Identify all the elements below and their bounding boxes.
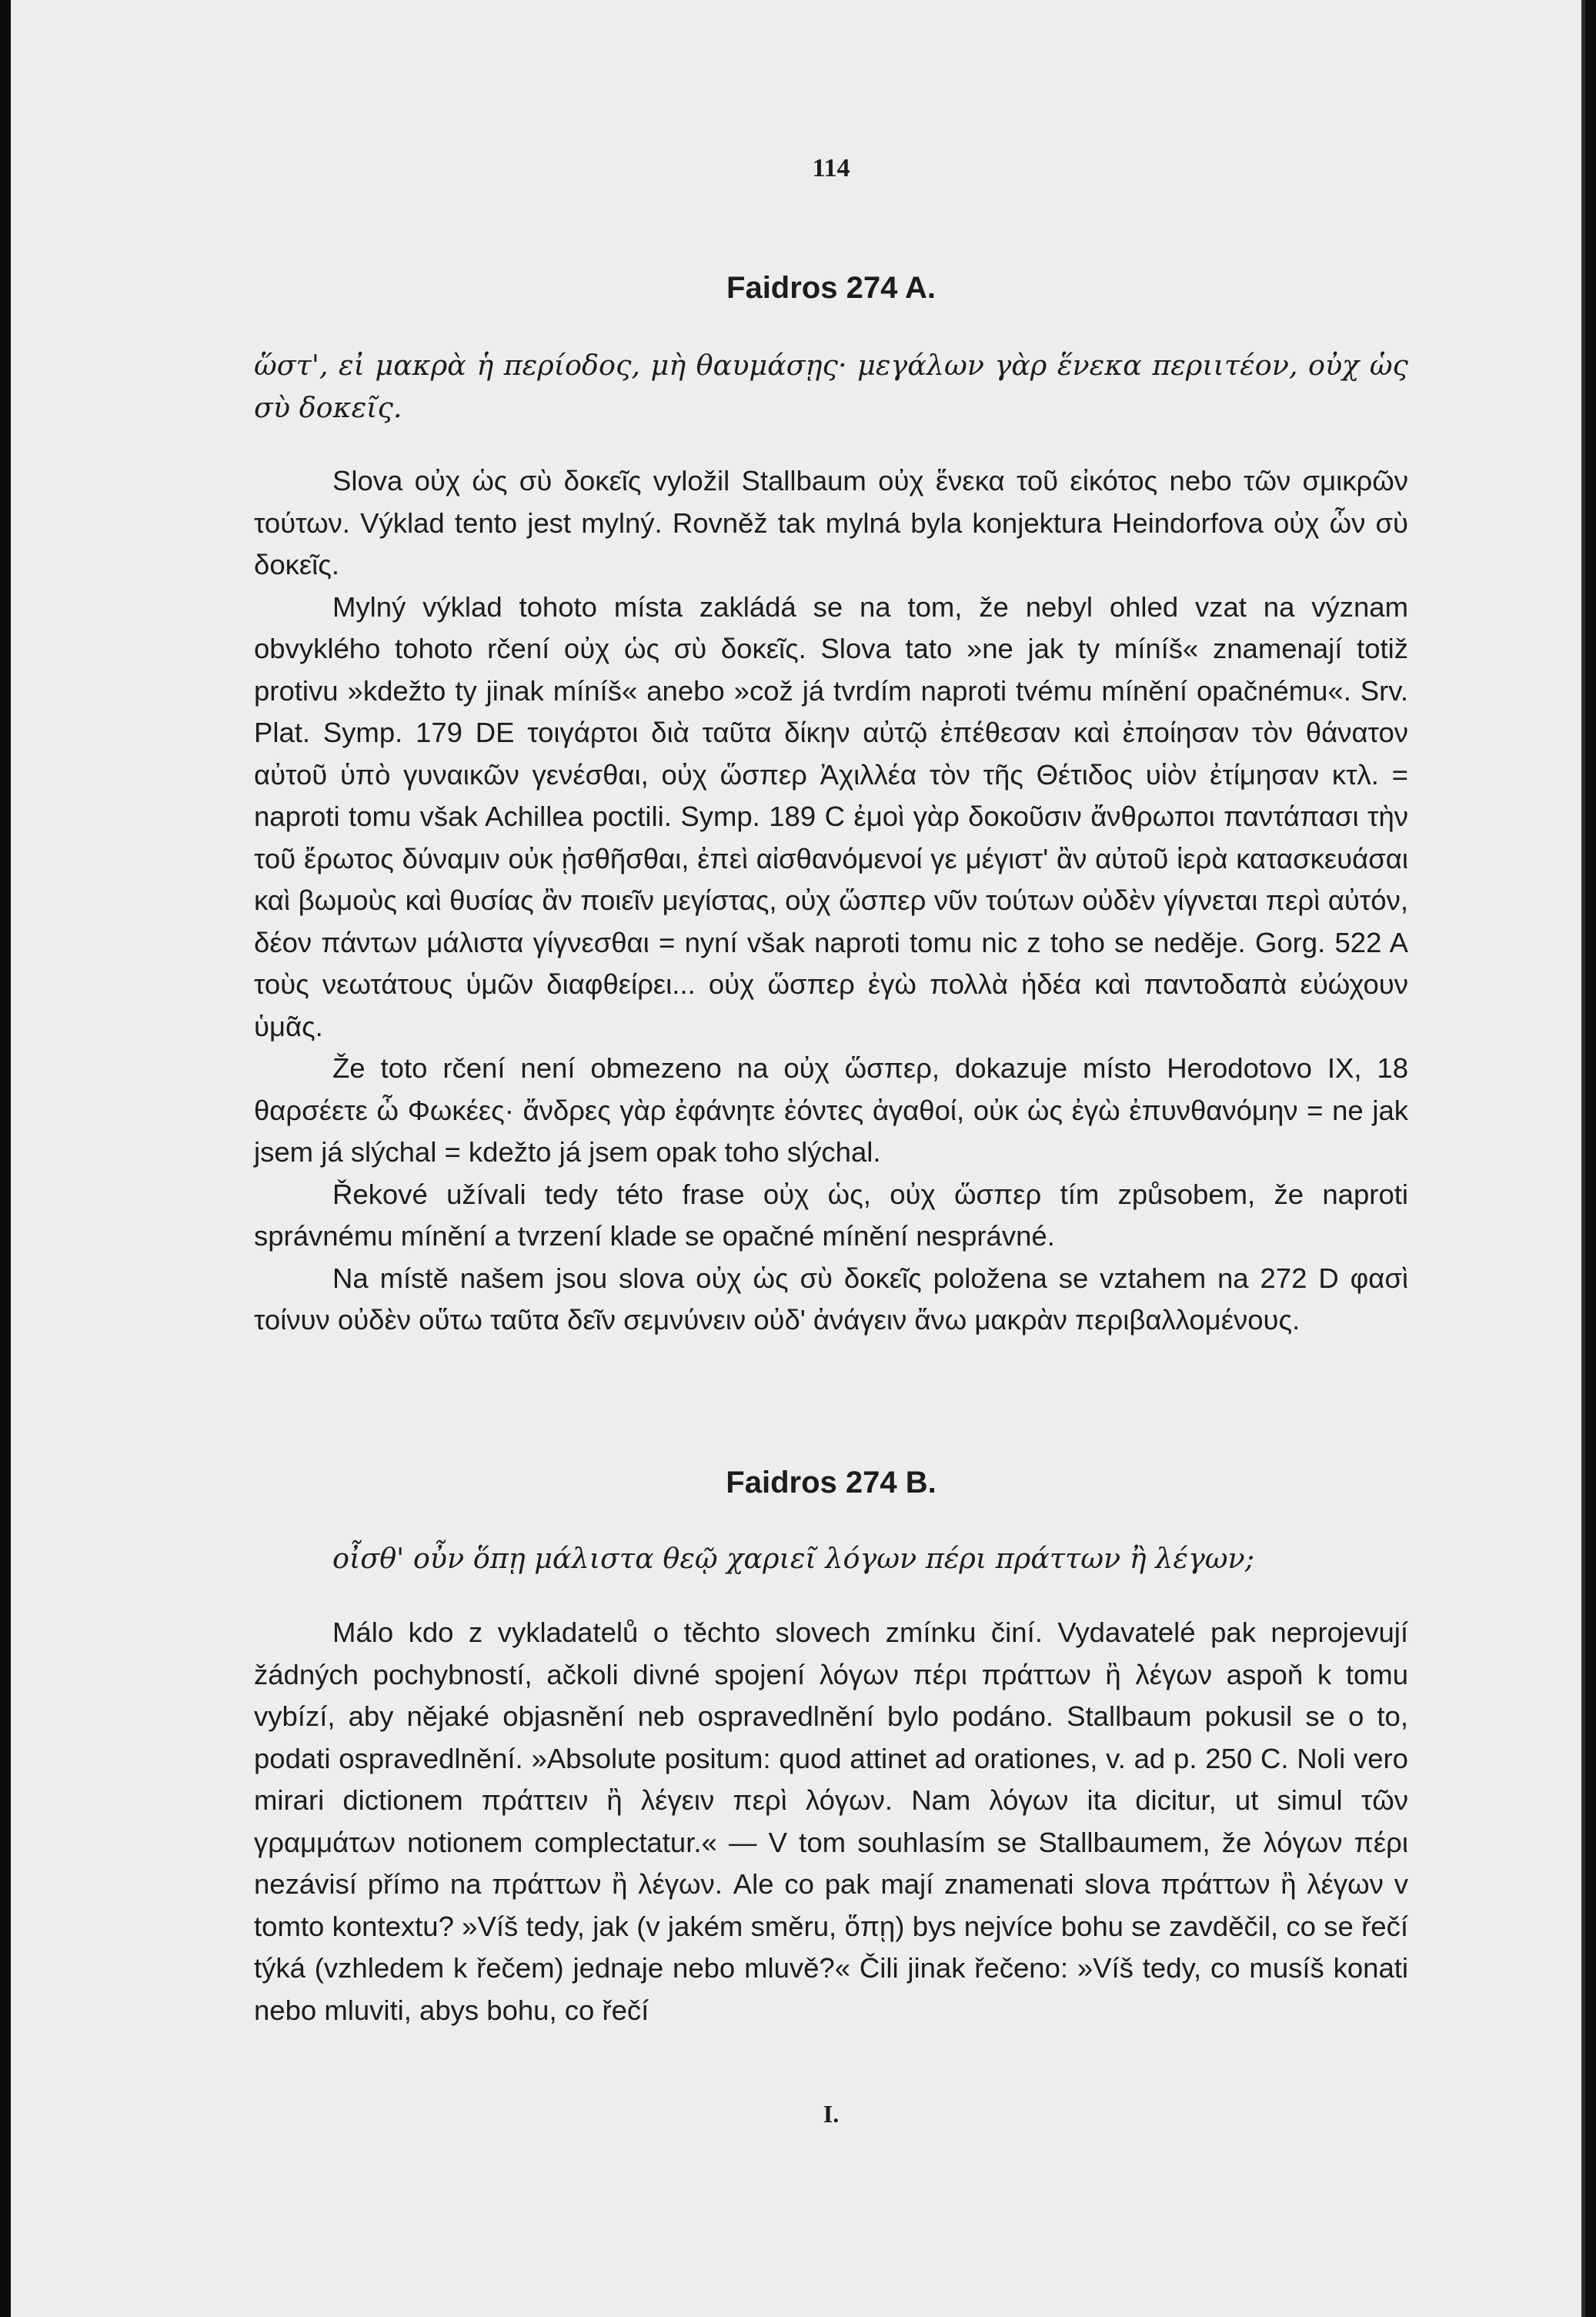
greek-quote-274b: οἶσθ' οὖν ὅπῃ μάλιστα θεῷ χαριεῖ λόγων πέρι πράττων ἢ λέγων; (332, 1542, 1255, 1575)
book-page (11, 0, 1585, 2317)
commentary-274b: Málo kdo z vykladatelů o těchto slovech zmínku činí. Vydavatelé pak neprojevují žádných pochybností, ačkoli divné spojení λόγων πέρι πράττων ἢ λέγων aspoň k tomu vybízí, aby nějaké objasnění neb ospravedlnění bylo podáno. Stallbaum pokusil se o to, podati ospravedlnění. »Absolute positum: quod attinet ad orationes, v. ad p. 250 C. Noli vero mirari dictionem πράττειν ἢ λέγειν περὶ λόγων. Nam λόγων ita dicitur, ut simul τῶν γραμμάτων notionem complectatur.« — V tom souhlasím se Stallbaumem, že λόγων πέρι nezávisí přímo na πράττων ἢ λέγων. Ale co pak mají znamenati slova πράττων ἢ λέγων v tomto kontextu? »Víš tedy, jak (v jakém směru, ὅπῃ) bys nejvíce bohu se zavděčil, co se řečí týká (vzhledem k řečem) jednaje nebo mluvě?« Čili jinak řečeno: »Víš tedy, co musíš konati nebo mluviti, abys bohu, co řečí (254, 1617, 1408, 2026)
greek-quote-274a: ὥστ', εἰ μακρὰ ἡ περίοδος, μὴ θαυμάσῃς· μεγάλων γὰρ ἕνεκα περιιτέον, οὐχ ὡς σὺ δοκεῖς. (254, 349, 1408, 424)
commentary-274a (254, 460, 1408, 1342)
section-heading-274a: Faidros 274 A. (726, 271, 936, 305)
paragraph: Řekové užívali tedy této frase οὐχ ὡς, οὐχ ὥσπερ tím způsobem, že naproti správnému mínění a tvrzení klade se opačné mínění nesprávné. (254, 1178, 1408, 1252)
signature-mark: I. (823, 2100, 840, 2128)
paragraph: Slova οὐχ ὡς σὺ δοκεῖς vyložil Stallbaum οὐχ ἕνεκα τοῦ εἰκότος nebo τῶν σμικρῶν τούτων. Výklad tento jest mylný. Rovněž tak mylná byla konjektura Heindorfova οὐχ ὧν σὺ δοκεῖς. (254, 465, 1408, 580)
paragraph: Na místě našem jsou slova οὐχ ὡς σὺ δοκεῖς položena se vztahem na 272 D φασὶ τοίνυν οὐδὲν οὕτω ταῦτα δεῖν σεμνύνειν οὐδ' ἀνάγειν ἄνω μακρὰν περιβαλλομένους. (254, 1262, 1408, 1336)
paragraph: Že toto rčení není obmezeno na οὐχ ὥσπερ, dokazuje místo Herodotovo IX, 18 θαρσέετε ὦ Φωκέες· ἄνδρες γὰρ ἐφάνητε ἐόντες ἀγαθοί, οὐκ ὡς ἐγὼ ἐπυνθανόμην = ne jak jsem já slýchal = kdežto já jsem opak toho slýchal. (254, 1052, 1408, 1168)
section-heading-274b: Faidros 274 B. (726, 1466, 937, 1500)
page-number: 114 (812, 154, 850, 182)
paragraph: Mylný výklad tohoto místa zakládá se na tom, že nebyl ohled vzat na význam obvyklého tohoto rčení οὐχ ὡς σὺ δοκεῖς. Slova tato »ne jak ty míníš« znamenají totiž protivu »kdežto ty jinak míníš« anebo »což já tvrdím naproti tvému mínění opačnému«. Srv. Plat. Symp. 179 DE τοιγάρτοι διὰ ταῦτα δίκην αὐτῷ ἐπέθεσαν καὶ ἐποίησαν τὸν θάνατον αὐτοῦ ὑπὸ γυναικῶν γενέσθαι, οὐχ ὥσπερ Ἀχιλλέα τὸν τῆς Θέτιδος υἱὸν ἐτίμησαν κτλ. = naproti tomu však Achillea poctili. Symp. 189 C ἐμοὶ γὰρ δοκοῦσιν ἄνθρωποι παντάπασι τὴν τοῦ ἔρωτος δύναμιν οὐκ ᾐσθῆσθαι, ἐπεὶ αἰσθανόμενοί γε μέγιστ' ἂν αὐτοῦ ἱερὰ κατασκευάσαι καὶ βωμοὺς καὶ θυσίας ἂν ποιεῖν μεγίστας, οὐχ ὥσπερ νῦν τούτων οὐδὲν γίγνεται περὶ αὐτόν, δέον πάντων μάλιστα γίγνεσθαι = nyní však naproti tomu nic z toho se neděje. Gorg. 522 A τοὺς νεωτάτους ὑμῶν διαφθείρει... οὐχ ὥσπερ ἐγὼ πολλὰ ἡδέα καὶ παντοδαπὰ εὐώχουν ὑμᾶς. (254, 590, 1408, 1042)
